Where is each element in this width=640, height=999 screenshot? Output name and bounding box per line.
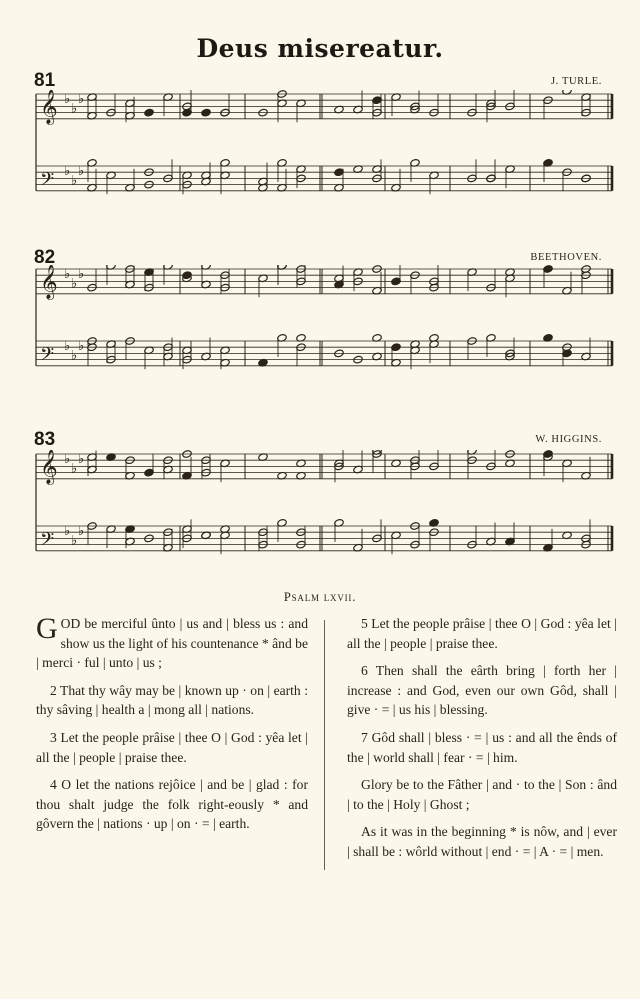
svg-text:♭: ♭ [78, 452, 85, 468]
verse: 4 O let the nations rejôice | and be | glad : for thou shalt judge the folk right-eously * and gôvern the | nations · up | on · = | earth. [36, 777, 308, 832]
column-divider [324, 620, 325, 870]
svg-text:♭: ♭ [71, 276, 78, 292]
svg-text:♭: ♭ [71, 173, 78, 189]
gloria: As it was in the beginning * is nôw, and | ever | shall be : wôrld without | end · = | A · = | men. [347, 824, 617, 859]
svg-text:♭: ♭ [64, 92, 71, 108]
verse: 6 Then shall the eârth bring | forth her | increase : and God, even our own Gôd, shall | give · = | us his | blessing. [347, 663, 617, 718]
svg-text:♭: ♭ [64, 267, 71, 283]
svg-text:♭: ♭ [64, 339, 71, 355]
left-text-column [36, 614, 308, 842]
music-score-83 [30, 450, 620, 575]
svg-text:♭: ♭ [78, 92, 85, 108]
svg-text:♭: ♭ [64, 164, 71, 180]
treble-clef-icon: 𝄞 [40, 265, 58, 300]
music-score-82 [30, 265, 620, 390]
svg-text:♭: ♭ [78, 339, 85, 355]
svg-text:♭: ♭ [78, 267, 85, 283]
svg-text:♭: ♭ [64, 524, 71, 540]
verse: 5 Let the people prâise | thee O | God : yêa let | all the | people | praise thee. [347, 616, 617, 651]
composer-name: W. HIGGINS. [535, 434, 602, 445]
svg-text:♭: ♭ [64, 452, 71, 468]
tune-number: 82 [34, 247, 56, 268]
bass-clef-icon: 𝄢 [40, 529, 55, 555]
gloria: Glory be to the Fâther | and · to the | Son : ând | to the | Holy | Ghost ; [347, 777, 617, 812]
verse [36, 614, 308, 673]
verse: 7 Gôd shall | bless · = | us : and all the ênds of the | world shall | fear · = | him. [347, 729, 617, 765]
verse: 3 Let the people prâise | thee O | God : yêa let | all the | people | praise thee. [36, 729, 308, 765]
svg-text:♭: ♭ [71, 533, 78, 549]
psalm-heading: Psalm lxvii. [283, 590, 357, 604]
svg-text:♭: ♭ [71, 101, 78, 117]
svg-text:♭: ♭ [71, 348, 78, 364]
bass-clef-icon: 𝄢 [40, 169, 55, 195]
verse: 2 That thy wây may be | known up · on | earth : thy sâving | health a | mong all | nations. [36, 682, 308, 718]
page-title: Deus misereatur. [196, 34, 444, 63]
composer-name: BEETHOVEN. [530, 252, 602, 263]
treble-clef-icon: 𝄞 [40, 90, 58, 125]
composer-name: J. TURLE. [551, 76, 602, 87]
music-score-81 [30, 90, 620, 215]
svg-text:♭: ♭ [71, 461, 78, 477]
verse-text: OD be merciful ûnto | us and | bless us : and show us the light of his countenance * ând be | merci · ful | unto | us ; [36, 616, 308, 671]
treble-clef-icon: 𝄞 [40, 450, 58, 485]
bass-clef-icon: 𝄢 [40, 344, 55, 370]
tune-number: 81 [34, 70, 56, 91]
svg-text:♭: ♭ [78, 164, 85, 180]
tune-number: 83 [34, 429, 56, 450]
right-text-column [347, 614, 617, 870]
drop-cap: G [36, 612, 58, 645]
svg-text:♭: ♭ [78, 524, 85, 540]
